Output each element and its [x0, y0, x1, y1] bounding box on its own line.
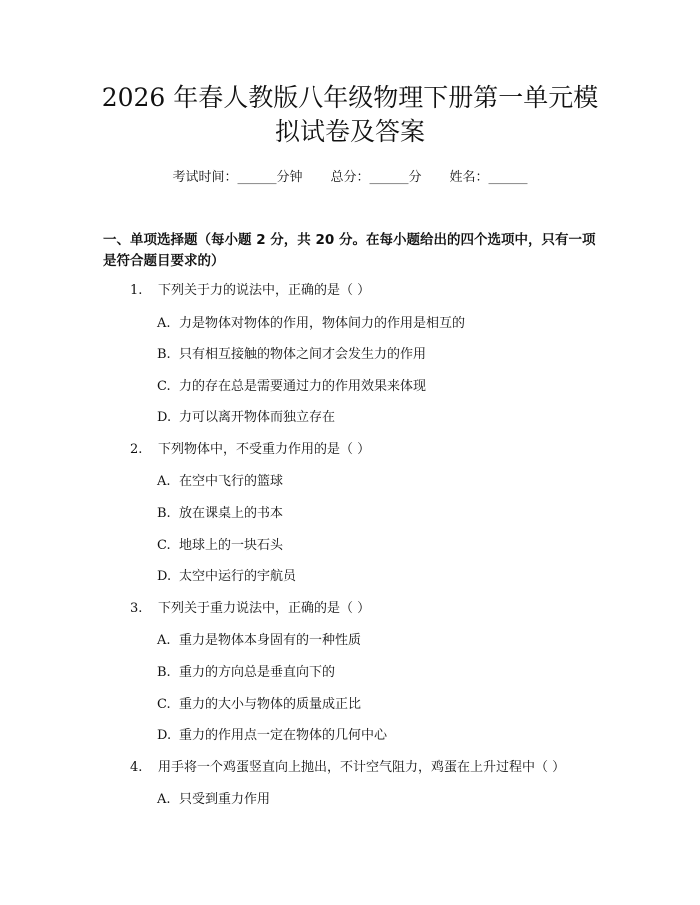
question-number: 2.: [130, 442, 143, 457]
option-2b: [157, 504, 283, 524]
question-number: 3.: [130, 601, 143, 616]
option-text: 力的存在总是需要通过力的作用效果来体现: [179, 379, 427, 394]
option-letter: D.: [157, 410, 172, 425]
option-text: 只受到重力作用: [179, 792, 271, 807]
option-letter: B.: [157, 506, 171, 521]
option-2d: [157, 567, 296, 587]
option-letter: A.: [157, 633, 171, 648]
question-3: [130, 599, 370, 619]
student-name-field: 姓名：______: [449, 170, 528, 185]
option-text: 重力的作用点一定在物体的几何中心: [179, 728, 388, 743]
option-text: 地球上的一块石头: [179, 538, 284, 553]
option-letter: A.: [157, 792, 171, 807]
option-text: 只有相互接触的物体之间才会发生力的作用: [179, 347, 427, 362]
option-text: 力是物体对物体的作用，物体间力的作用是相互的: [179, 316, 466, 331]
option-3d: [157, 726, 387, 746]
option-3b: [157, 663, 335, 683]
option-1a: [157, 314, 465, 334]
option-text: 重力的大小与物体的质量成正比: [179, 697, 362, 712]
question-text: 下列关于力的说法中，正确的是（ ）: [158, 283, 371, 298]
option-letter: D.: [157, 569, 172, 584]
option-1d: [157, 408, 335, 428]
exam-time-field: 考试时间：______分钟: [172, 170, 303, 185]
page-title-line-1: 2026 年春人教版八年级物理下册第一单元模: [101, 83, 599, 112]
option-letter: D.: [157, 728, 172, 743]
option-letter: B.: [157, 347, 171, 362]
question-number: 1.: [130, 283, 143, 298]
option-letter: C.: [157, 379, 171, 394]
question-text: 下列关于重力说法中，正确的是（ ）: [158, 601, 371, 616]
option-text: 太空中运行的宇航员: [179, 569, 297, 584]
question-4: [130, 758, 565, 778]
option-text: 在空中飞行的篮球: [179, 474, 284, 489]
question-2: [130, 440, 370, 460]
option-3a: [157, 631, 361, 651]
option-text: 重力是物体本身固有的一种性质: [179, 633, 362, 648]
section-heading-line-1: 一、单项选择题（每小题 2 分，共 20 分。在每小题给出的四个选项中，只有一项: [103, 232, 596, 248]
question-1: [130, 281, 370, 301]
option-2a: [157, 472, 283, 492]
option-text: 力可以离开物体而独立存在: [179, 410, 336, 425]
option-letter: B.: [157, 665, 171, 680]
option-letter: A.: [157, 316, 171, 331]
option-1b: [157, 345, 426, 365]
option-3c: [157, 695, 361, 715]
question-text: 用手将一个鸡蛋竖直向上抛出，不计空气阻力，鸡蛋在上升过程中（ ）: [158, 760, 566, 775]
option-text: 重力的方向总是垂直向下的: [179, 665, 336, 680]
exam-meta: [0, 168, 700, 188]
option-letter: C.: [157, 697, 171, 712]
total-score-field: 总分：______分: [330, 170, 422, 185]
option-1c: [157, 377, 426, 397]
option-text: 放在课桌上的书本: [179, 506, 284, 521]
option-2c: [157, 536, 283, 556]
option-letter: A.: [157, 474, 171, 489]
option-4a: [157, 790, 270, 810]
question-text: 下列物体中，不受重力作用的是（ ）: [158, 442, 371, 457]
section-heading-line-2: 是符合题目要求的）: [103, 253, 225, 269]
page-title-line-2: 拟试卷及答案: [274, 117, 425, 146]
option-letter: C.: [157, 538, 171, 553]
question-number: 4.: [130, 760, 143, 775]
